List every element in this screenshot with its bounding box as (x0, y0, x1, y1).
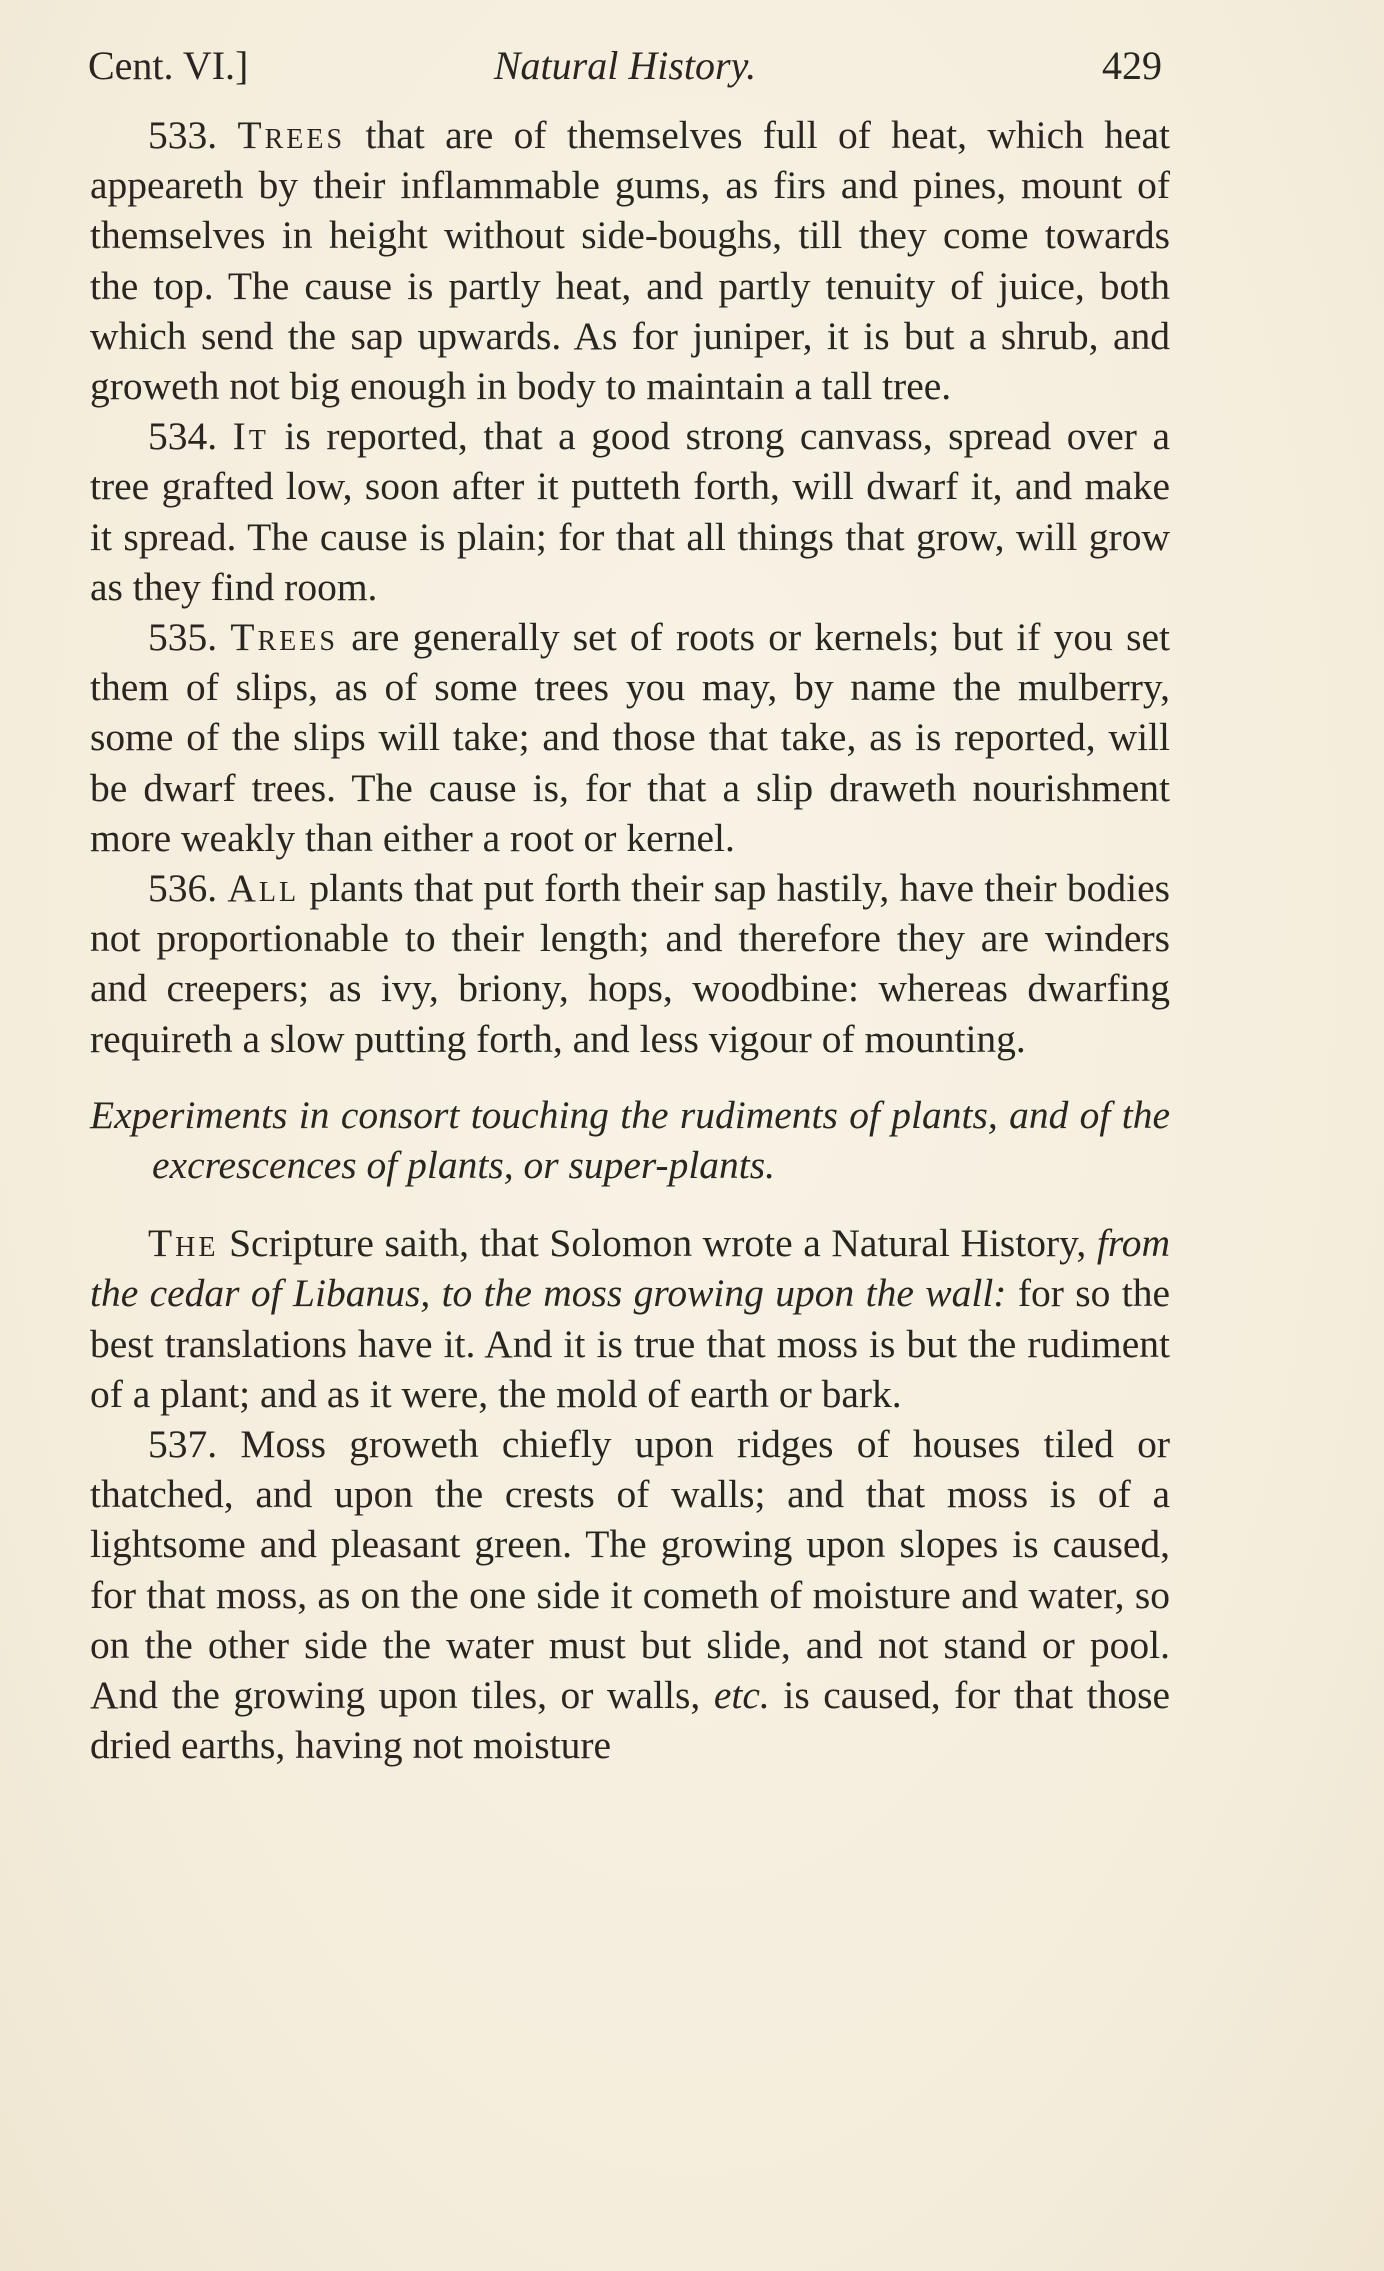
lead-word: It (232, 414, 269, 459)
section-heading: Experiments in consort touching the rudiments of plants, and of the excrescences of plants, or super-plants. (90, 1092, 1170, 1188)
lead-word: Trees (230, 615, 338, 660)
paragraph-text: is caused, for that those dried earths, having not moisture (90, 1673, 1171, 1768)
lead-word: All (227, 866, 300, 911)
paragraph-text: for so the best translations have it. And it is true that moss is but the rudiment of a plant; and as it were, the mold of earth or bark. (90, 1271, 1170, 1416)
paragraph-number: 533. (148, 113, 218, 157)
paragraph-537 (90, 1419, 1170, 1770)
paragraph-533 (90, 110, 1170, 411)
etc-italic: etc. (713, 1673, 770, 1718)
paragraph-536 (90, 863, 1170, 1064)
lead-word: Trees (237, 113, 346, 157)
running-header (88, 36, 1162, 96)
page-body (90, 110, 1170, 1771)
intro-paragraph (90, 1218, 1170, 1419)
page-number: 429 (1102, 43, 1162, 88)
header-section: Cent. VI.] (88, 43, 249, 88)
paragraph-535 (90, 612, 1170, 863)
paragraph-number: 536. (148, 866, 218, 911)
paragraph-text: Scripture saith, that Solomon wrote a Natural History, (229, 1221, 1087, 1266)
lead-word: The (148, 1221, 219, 1266)
paragraph-text: plants that put forth their sap hastily, have their bodies not proportionable to their length; and therefore they are winders and creepers; as ivy, briony, hops, woodbine: whereas dwarfing requireth a slow putting forth, and less vigour of mounting. (90, 866, 1171, 1061)
paragraph-text: that are of themselves full of heat, which heat appeareth by their inflammable gums, as firs and pines, mount of themselves in height without side-boughs, till they come towards the top. The cause is partly heat, and partly tenuity of juice, both which send the sap upwards. As for juniper, it is but a shrub, and groweth not big enough in body to maintain a tall tree. (90, 113, 1171, 409)
paragraph-text: is reported, that a good strong canvass, spread over a tree grafted low, soon after it putteth forth, will dwarf it, and make it spread. The cause is plain; for that all things that grow, will grow as they find room. (90, 414, 1171, 609)
paragraph-number: 534. (148, 414, 218, 459)
header-title: Natural History. (493, 43, 757, 88)
paragraph-number: 535. (148, 615, 218, 660)
paragraph-text: Moss groweth chiefly upon ridges of houses tiled or thatched, and upon the crests of walls; and that moss is of a lightsome and pleasant green. The growing upon slopes is caused, for that moss, as on the one side it cometh of moisture and water, so on the other side the water must but slide, and not stand or pool. And the growing upon tiles, or walls, (90, 1422, 1170, 1718)
paragraph-text: are generally set of roots or kernels; but if you set them of slips, as of some trees you may, by name the mulberry, some of the slips will take; and those that take, as is reported, will be dwarf trees. The cause is, for that a slip draweth nourishment more weakly than either a root or kernel. (90, 615, 1171, 860)
paragraph-number: 537. (148, 1422, 218, 1467)
quotation: from the cedar of Libanus, to the moss growing upon the wall: (90, 1221, 1171, 1316)
paragraph-534 (90, 411, 1170, 612)
